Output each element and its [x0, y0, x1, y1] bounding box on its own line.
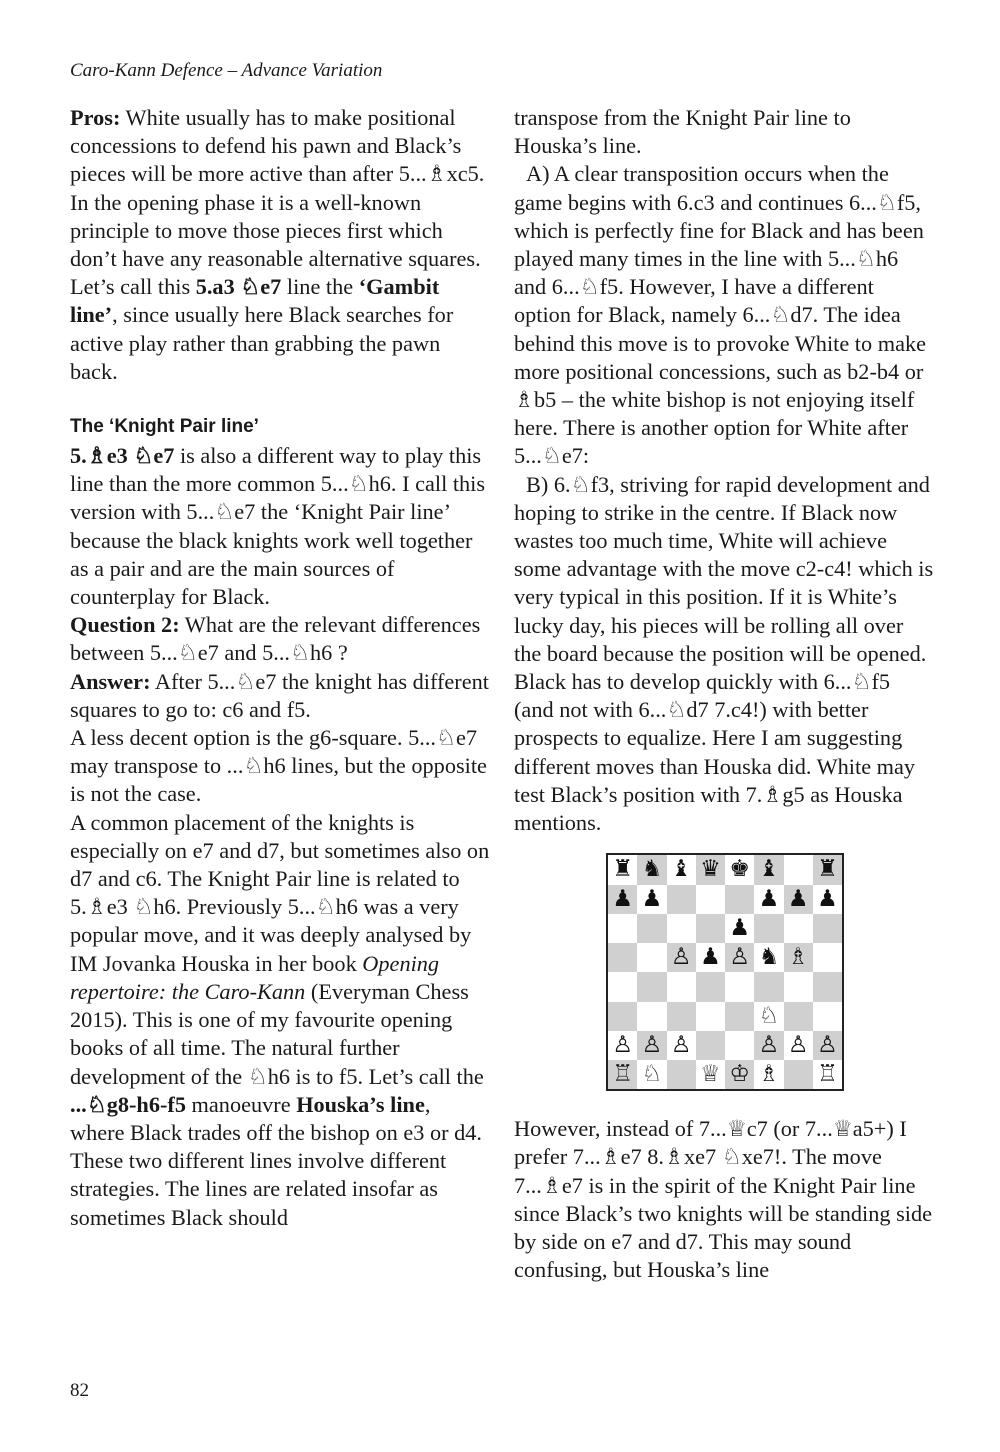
board-square — [608, 1002, 637, 1031]
board-square — [813, 914, 842, 943]
chess-piece-icon: ♙ — [670, 944, 692, 971]
chess-piece-icon: ♙ — [670, 1031, 692, 1058]
board-square — [813, 885, 842, 914]
text-run: is also a different way to play this line than the more common 5...♘h6. I call this version with 5...♘e7 the ‘Knight Pair line’ because the black knights work well together as a pair and are the main sources of counterplay for Black. — [70, 443, 486, 610]
board-square — [667, 1031, 696, 1060]
board-square — [754, 943, 783, 972]
chess-piece-icon: ♙ — [729, 944, 750, 971]
board-square — [813, 943, 842, 972]
text-run: ...♘g8-h6-f5 — [70, 1091, 186, 1117]
left-column — [70, 104, 490, 1232]
chess-piece-icon: ♟ — [817, 885, 838, 912]
board-square — [667, 943, 696, 972]
board-square — [784, 885, 813, 914]
paragraph — [514, 104, 934, 160]
chess-piece-icon: ♟ — [758, 885, 780, 912]
chess-piece-icon: ♙ — [817, 1031, 838, 1058]
board-square — [784, 943, 813, 972]
board-square — [608, 1060, 637, 1089]
chess-piece-icon: ♙ — [641, 1031, 663, 1058]
board-square — [667, 855, 696, 884]
board-square — [754, 1031, 783, 1060]
paragraph — [70, 724, 490, 809]
chess-piece-icon: ♗ — [758, 1061, 780, 1088]
board-square — [725, 885, 754, 914]
text-run: Opening repertoire: the Caro-Kann — [70, 950, 440, 1004]
text-run: , since usually here Black searches for active play rather than grabbing the pawn back. — [70, 302, 454, 384]
board-square — [637, 1031, 666, 1060]
board-square — [696, 1060, 725, 1089]
chess-piece-icon: ♔ — [729, 1061, 750, 1088]
chess-piece-icon: ♟ — [729, 914, 750, 941]
text-run: 5.♗e3 ♘e7 — [70, 443, 175, 469]
text-run: A less decent option is the g6-square. 5...♘e7 may transpose to ...♘h6 lines, but the opposite is not the case. — [70, 725, 487, 807]
board-square — [784, 972, 813, 1001]
board-square — [754, 885, 783, 914]
chess-piece-icon: ♝ — [758, 856, 780, 883]
board-square — [813, 1060, 842, 1089]
chess-piece-icon: ♛ — [700, 856, 721, 883]
section-heading: The ‘Knight Pair line’ — [70, 416, 259, 438]
board-square — [725, 972, 754, 1001]
board-square — [667, 1060, 696, 1089]
text-run: line the — [281, 274, 359, 300]
text-run: ‘Gambit line’ — [70, 274, 440, 328]
chess-piece-icon: ♜ — [612, 856, 633, 883]
board-square — [637, 972, 666, 1001]
board-square — [784, 1031, 813, 1060]
board-square — [608, 885, 637, 914]
chess-piece-icon: ♟ — [700, 944, 721, 971]
text-run: However, instead of 7...♕c7 (or 7...♕a5+) I prefer 7...♗e7 8.♗xe7 ♘xe7!. The move 7...♗e7 is in the spirit of the Knight Pair line since Black’s two knights will be standing side by side on e7 and d7. This may sound confusing, but Houska’s line — [514, 1116, 933, 1283]
text-run: A common placement of the knights is especially on e7 and d7, but sometimes also on d7 and c6. The Knight Pair line is related to 5.♗e3 ♘h6. Previously 5...♘h6 was a very popular move, and it was deeply analysed by IM Jovanka Houska in her book — [70, 809, 490, 976]
board-square — [784, 1002, 813, 1031]
text-run: , where Black trades off the bishop on e3 or d4. — [70, 1091, 482, 1145]
board-square — [696, 972, 725, 1001]
board-square — [667, 1002, 696, 1031]
board-square — [608, 855, 637, 884]
paragraph — [70, 442, 490, 611]
board-square — [784, 1060, 813, 1089]
page-number: 82 — [70, 1380, 89, 1401]
paragraph — [70, 104, 490, 189]
board-square — [637, 855, 666, 884]
board-square — [608, 972, 637, 1001]
chess-piece-icon: ♙ — [787, 1031, 809, 1058]
board-square — [754, 1060, 783, 1089]
paragraph — [514, 471, 934, 838]
board-square — [813, 1031, 842, 1060]
text-run: Answer: — [70, 668, 151, 694]
chess-piece-icon: ♟ — [641, 885, 663, 912]
board-square — [608, 914, 637, 943]
chess-piece-icon: ♘ — [758, 1002, 780, 1029]
board-square — [725, 914, 754, 943]
text-run: Pros: — [70, 105, 121, 130]
board-square — [667, 885, 696, 914]
board-square — [754, 855, 783, 884]
chess-piece-icon: ♜ — [817, 856, 838, 883]
board-square — [813, 1002, 842, 1031]
text-run: 5.a3 ♘e7 — [195, 274, 282, 300]
text-run: (Everyman Chess 2015). This is one of my favourite opening books of all time. The natural further development of the ♘h6 is to f5. Let’s call the — [70, 978, 484, 1089]
board-square — [637, 1060, 666, 1089]
board-square — [696, 855, 725, 884]
text-run: In the opening phase it is a well-known principle to move those pieces first which don’t have any reasonable alternative squares. Let’s call this — [70, 189, 481, 300]
board-square — [754, 914, 783, 943]
board-square — [637, 885, 666, 914]
paragraph — [514, 1115, 934, 1284]
text-run: After 5...♘e7 the knight has different squares to go to: c6 and f5. — [70, 668, 489, 722]
board-square — [725, 855, 754, 884]
board-square — [725, 1002, 754, 1031]
paragraph — [70, 611, 490, 667]
text-run: Houska’s line — [296, 1091, 425, 1117]
text-run: A) A clear transposition occurs when the game begins with 6.c3 and continues 6...♘f5, which is perfectly fine for Black and has been played many times in the line with 5...♘h6 and 6...♘f5. However, I have a different option for Black, namely 6...♘d7. The idea behind this move is to provoke White to make more positional concessions, such as b2-b4 or ♗b5 – the white bishop is not enjoying itself here. There is another option for White after 5...♘e7: — [514, 161, 927, 469]
board-square — [813, 972, 842, 1001]
board-square — [725, 1060, 754, 1089]
board-square — [696, 943, 725, 972]
board-square — [813, 855, 842, 884]
chess-piece-icon: ♟ — [787, 885, 809, 912]
paragraph — [70, 1147, 490, 1232]
board-square — [667, 972, 696, 1001]
board-square — [696, 914, 725, 943]
chess-piece-icon: ♝ — [670, 856, 692, 883]
chess-diagram — [606, 853, 934, 1091]
chess-board — [606, 853, 844, 1091]
board-square — [725, 943, 754, 972]
text-run: Question 2: — [70, 612, 180, 638]
chess-piece-icon: ♗ — [787, 944, 809, 971]
chess-piece-icon: ♖ — [817, 1061, 838, 1088]
text-run: These two different lines involve different strategies. The lines are related insofar as sometimes Black should — [70, 1148, 447, 1230]
board-square — [754, 1002, 783, 1031]
chess-piece-icon: ♘ — [641, 1061, 663, 1088]
board-square — [608, 943, 637, 972]
chess-piece-icon: ♙ — [758, 1031, 780, 1058]
board-square — [637, 943, 666, 972]
board-square — [696, 885, 725, 914]
text-run: manoeuvre — [185, 1091, 297, 1117]
chess-piece-icon: ♖ — [612, 1061, 633, 1088]
text-run: What are the relevant differences between 5...♘e7 and 5...♘h6 ? — [70, 612, 481, 666]
paragraph — [70, 189, 490, 386]
paragraph — [70, 809, 490, 1147]
chess-piece-icon: ♚ — [729, 856, 750, 883]
board-square — [696, 1002, 725, 1031]
board-square — [725, 1031, 754, 1060]
paragraph — [514, 160, 934, 470]
text-run: transpose from the Knight Pair line to Houska’s line. — [514, 105, 851, 159]
text-run: White usually has to make positional concessions to defend his pawn and Black’s pieces will be more active than after 5...♗xc5. — [70, 105, 485, 187]
text-run: B) 6.♘f3, striving for rapid development and hoping to strike in the centre. If Black now wastes too much time, White will achieve some advantage with the move c2-c4! which is very typical in this position. If it is White’s lucky day, his pieces will be rolling all over the board because the position will be opened. Black has to develop quickly with 6...♘f5 (and not with 6...♘d7 7.c4!) with better prospects to equalize. Here I am suggesting different moves than Houska did. White may test Black’s position with 7.♗g5 as Houska mentions. — [514, 471, 934, 836]
board-square — [667, 914, 696, 943]
board-square — [784, 855, 813, 884]
chess-piece-icon: ♟ — [612, 885, 633, 912]
board-square — [637, 1002, 666, 1031]
board-square — [637, 914, 666, 943]
chess-piece-icon: ♙ — [612, 1031, 633, 1058]
right-column — [514, 104, 934, 1285]
chess-piece-icon: ♞ — [641, 856, 663, 883]
chess-piece-icon: ♞ — [758, 944, 780, 971]
board-square — [696, 1031, 725, 1060]
chess-piece-icon: ♕ — [700, 1061, 721, 1088]
board-square — [754, 972, 783, 1001]
paragraph — [70, 668, 490, 724]
running-head: Caro-Kann Defence – Advance Variation — [70, 60, 383, 81]
board-square — [608, 1031, 637, 1060]
board-square — [784, 914, 813, 943]
